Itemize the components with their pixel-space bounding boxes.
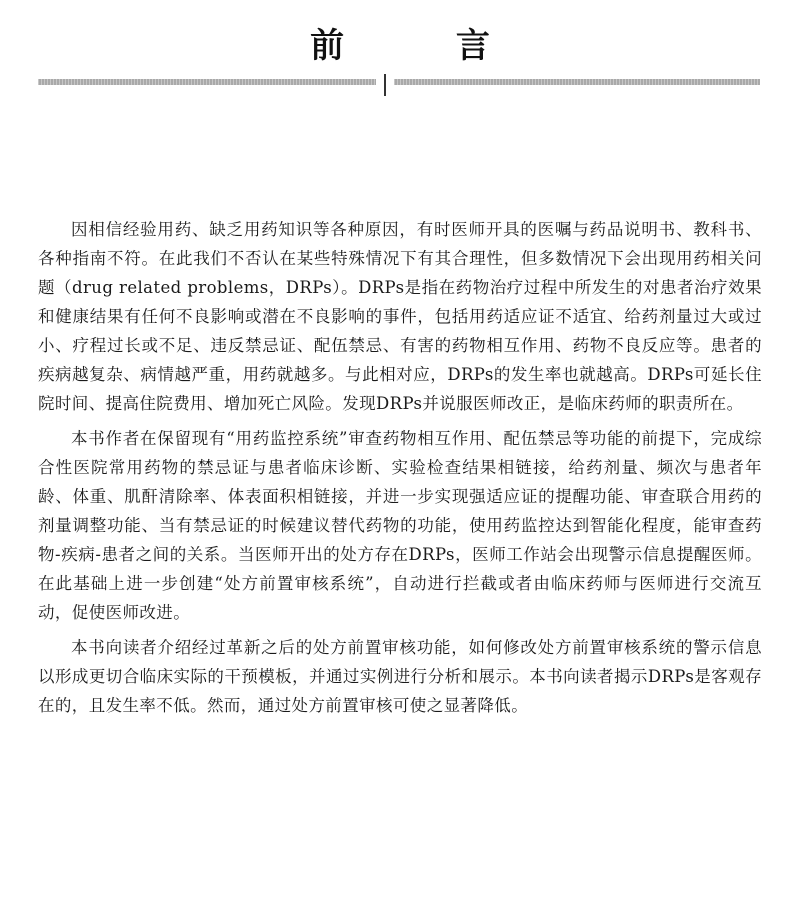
paragraph-1: 因相信经验用药、缺乏用药知识等各种原因，有时医师开具的医嘱与药品说明书、教科书、各种指南不符。在此我们不否认在某些特殊情况下有其合理性，但多数情况下会出现用药相关问题（drug related problems，DRPs）。DRPs是指在药物治疗过程中所发生的对患者治疗效果和健康结果有任何不良影响或潜在不良影响的事件，包括用药适应证不适宜、给药剂量过大或过小、疗程过长或不足、违反禁忌证、配伍禁忌、有害的药物相互作用、药物不良反应等。患者的疾病越复杂、病情越严重，用药就越多。与此相对应，DRPs的发生率也就越高。DRPs可延长住院时间、提高住院费用、增加死亡风险。发现DRPs并说服医师改正，是临床药师的职责所在。 [38, 220, 762, 413]
paragraph-3: 本书向读者介绍经过革新之后的处方前置审核功能，如何修改处方前置审核系统的警示信息以形成更切合临床实际的干预模板，并通过实例进行分析和展示。本书向读者揭示DRPs是客观存在的，且发生率不低。然而，通过处方前置审核可使之显著降低。 [38, 638, 762, 715]
preface-body [38, 215, 762, 726]
header-rule-divider [384, 74, 386, 96]
header-rule-left [38, 79, 376, 85]
paragraph-2: 本书作者在保留现有“用药监控系统”审查药物相互作用、配伍禁忌等功能的前提下，完成综合性医院常用药物的禁忌证与患者临床诊断、实验检查结果相链接，给药剂量、频次与患者年龄、体重、肌酐清除率、体表面积相链接，并进一步实现强适应证的提醒功能、审查联合用药的剂量调整功能、当有禁忌证的时候建议替代药物的功能，使用药监控达到智能化程度，能审查药物-疾病-患者之间的关系。当医师开出的处方存在DRPs，医师工作站会出现警示信息提醒医师。在此基础上进一步创建“处方前置审核系统”，自动进行拦截或者由临床药师与医师进行交流互动，促使医师改进。 [38, 429, 762, 622]
page-header [0, 0, 800, 100]
header-rule-right [394, 79, 760, 85]
page-title: 前 言 [310, 26, 540, 66]
